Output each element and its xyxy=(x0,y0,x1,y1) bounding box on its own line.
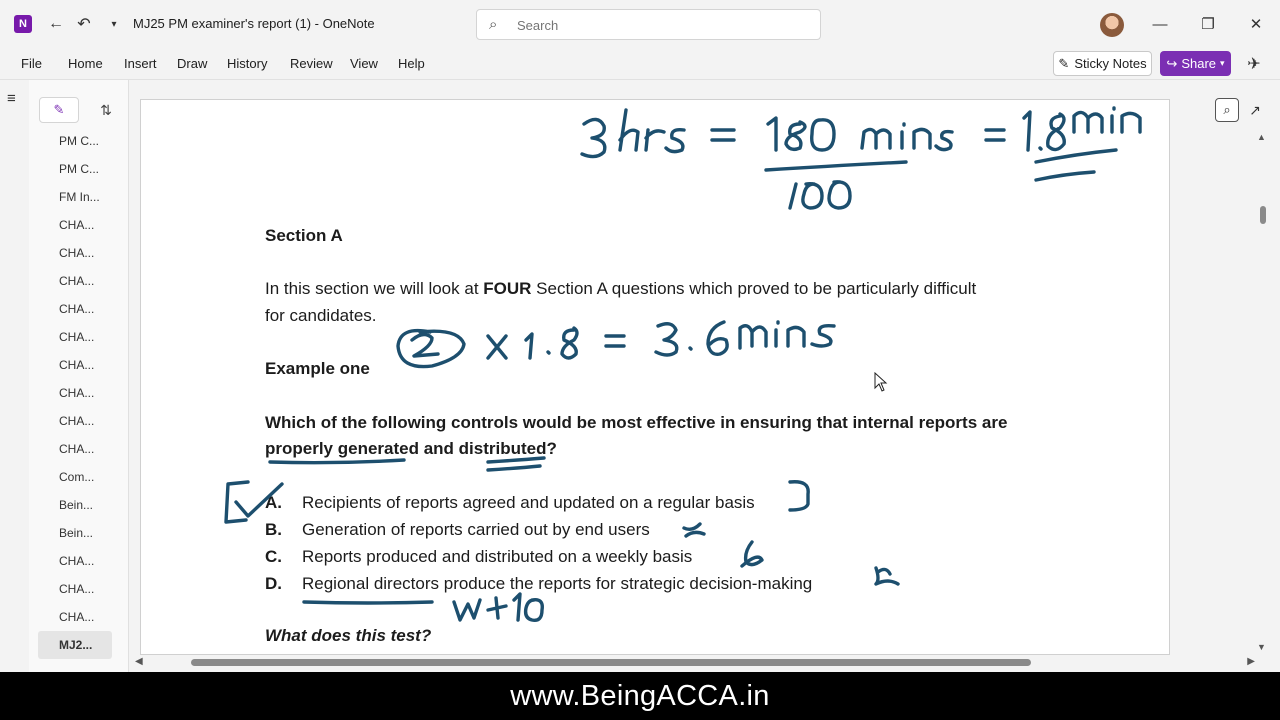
option-c-text: Reports produced and distributed on a weekly basis xyxy=(302,547,693,566)
page-list-item[interactable]: CHA... xyxy=(59,274,95,288)
menu-insert[interactable]: Insert xyxy=(124,56,157,71)
horizontal-scroll-thumb[interactable] xyxy=(191,659,1031,666)
minimize-icon[interactable]: — xyxy=(1152,15,1168,33)
menu-file[interactable]: File xyxy=(21,56,42,71)
intro-post: Section A questions which proved to be particularly difficult xyxy=(531,279,977,298)
intro-line-1 xyxy=(265,276,976,302)
option-d-letter: D. xyxy=(265,574,282,593)
vertical-scrollbar[interactable] xyxy=(1256,132,1270,652)
page-list-item[interactable]: Com... xyxy=(59,470,95,484)
scroll-down-icon[interactable]: ▼ xyxy=(1257,642,1266,652)
page-list-item[interactable]: CHA... xyxy=(59,582,95,596)
note-page[interactable] xyxy=(140,99,1170,655)
page-list-item[interactable]: Bein... xyxy=(59,526,94,540)
page-list-item[interactable]: CHA... xyxy=(59,246,95,260)
close-icon[interactable]: ✕ xyxy=(1249,16,1263,33)
page-list-panel xyxy=(29,80,129,672)
option-b-text: Generation of reports carried out by end users xyxy=(302,520,650,539)
menu-view[interactable]: View xyxy=(350,56,378,71)
website-banner: www.BeingACCA.in xyxy=(0,672,1280,720)
zoom-button[interactable] xyxy=(1215,98,1239,122)
page-list-item[interactable]: CHA... xyxy=(59,414,95,428)
page-list-item[interactable]: CHA... xyxy=(59,554,95,568)
page-list-item[interactable]: PM C... xyxy=(59,162,100,176)
nav-strip xyxy=(0,80,29,672)
new-page-icon: ✎ xyxy=(53,102,65,117)
page-list-item[interactable]: CHA... xyxy=(59,302,95,316)
question-line-1: Which of the following controls would be most effective in ensuring that internal reports are xyxy=(265,413,1008,432)
menu-home[interactable]: Home xyxy=(68,56,103,71)
menu-help[interactable]: Help xyxy=(398,56,425,71)
option-a-text: Recipients of reports agreed and updated on a regular basis xyxy=(302,493,755,512)
sort-pages-icon[interactable]: ⇅ xyxy=(100,101,112,118)
expand-icon[interactable]: ↗ xyxy=(1249,101,1261,118)
page-list-item[interactable]: FM In... xyxy=(59,190,100,204)
scroll-up-icon[interactable]: ▲ xyxy=(1257,132,1266,142)
option-d-text: Regional directors produce the reports for strategic decision-making xyxy=(302,574,813,593)
feedback-icon[interactable]: ✈ xyxy=(1247,56,1261,73)
page-list-item[interactable]: CHA... xyxy=(59,386,95,400)
search-icon: ⌕ xyxy=(489,16,498,33)
hamburger-menu-icon[interactable]: ≡ xyxy=(7,90,16,107)
page-list-item[interactable]: CHA... xyxy=(59,330,95,344)
document-title: MJ25 PM examiner's report (1) - OneNote xyxy=(133,16,375,31)
example-heading: Example one xyxy=(265,359,370,378)
add-page-button[interactable] xyxy=(39,97,79,123)
page-list xyxy=(29,127,129,659)
share-button[interactable] xyxy=(1160,51,1231,76)
scroll-left-icon[interactable]: ◀ xyxy=(135,656,143,667)
scroll-right-icon[interactable]: ▶ xyxy=(1247,656,1255,667)
what-does-this-test: What does this test? xyxy=(265,626,432,645)
horizontal-scrollbar[interactable] xyxy=(135,656,1255,670)
title-bar xyxy=(0,0,1280,48)
search-input[interactable] xyxy=(517,16,807,34)
menu-review[interactable]: Review xyxy=(290,56,333,71)
share-label: Share xyxy=(1181,56,1217,71)
page-list-item[interactable]: CHA... xyxy=(59,610,95,624)
magnifier-icon: ⌕ xyxy=(1223,102,1231,117)
restore-icon[interactable]: ❐ xyxy=(1201,16,1215,33)
search-box[interactable] xyxy=(476,9,821,40)
quick-access-dropdown-icon[interactable]: ▾ xyxy=(111,18,117,30)
page-list-item[interactable]: CHA... xyxy=(59,218,95,232)
share-icon: ↪ xyxy=(1166,55,1178,71)
back-icon[interactable]: ← xyxy=(48,15,64,32)
mouse-cursor-icon xyxy=(874,372,888,392)
page-list-item[interactable]: MJ2... xyxy=(38,631,112,659)
sticky-notes-label: Sticky Notes xyxy=(1074,56,1147,71)
page-list-item[interactable]: Bein... xyxy=(59,498,94,512)
menu-draw[interactable]: Draw xyxy=(177,56,208,71)
question-line-2: properly generated and distributed? xyxy=(265,439,557,458)
intro-bold: FOUR xyxy=(483,279,532,298)
vertical-scroll-thumb[interactable] xyxy=(1260,206,1266,224)
sticky-notes-button[interactable] xyxy=(1053,51,1152,76)
intro-pre: In this section we will look at xyxy=(265,279,484,298)
onenote-logo-icon: N xyxy=(14,15,32,33)
sticky-note-icon: ✎ xyxy=(1058,55,1070,71)
intro-line-2: for candidates. xyxy=(265,306,377,325)
chevron-down-icon: ▾ xyxy=(1220,58,1225,68)
ribbon-menu xyxy=(0,48,1280,80)
page-list-item[interactable]: PM C... xyxy=(59,134,100,148)
undo-icon[interactable]: ↶ xyxy=(77,16,91,33)
page-list-item[interactable]: CHA... xyxy=(59,358,95,372)
page-list-item[interactable]: CHA... xyxy=(59,442,95,456)
option-b-letter: B. xyxy=(265,520,282,539)
avatar[interactable] xyxy=(1100,13,1124,37)
option-a-letter: A. xyxy=(265,493,282,512)
section-heading: Section A xyxy=(265,226,343,245)
option-c-letter: C. xyxy=(265,547,282,566)
menu-history[interactable]: History xyxy=(227,56,268,71)
